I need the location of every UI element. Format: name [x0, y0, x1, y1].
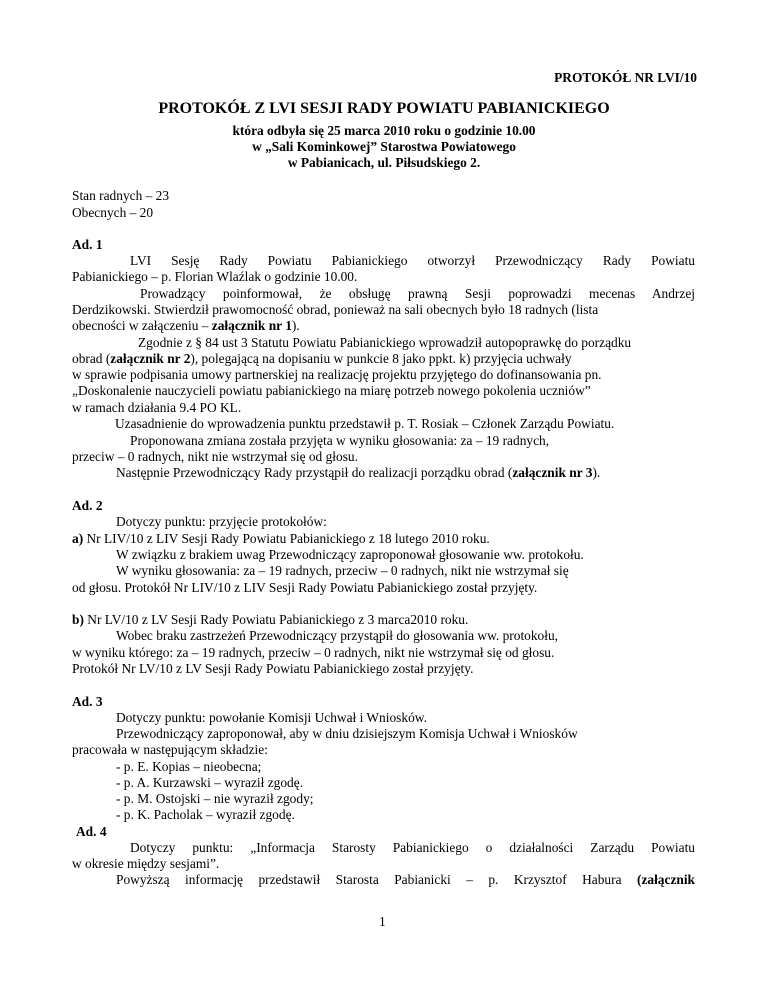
ad4-heading: Ad. 4: [76, 824, 107, 839]
ad2-text-part: Nr LV/10 z LV Sesji Rady Powiatu Pabianickiego z 3 marca2010 roku.: [83, 612, 469, 627]
ad1-text: LVI Sesję Rady Powiatu Pabianickiego otworzył Przewodniczący Rady Powiatu: [130, 253, 695, 268]
ad1-text: [72, 318, 300, 334]
ad3-text: Przewodniczący zaproponował, aby w dniu dzisiejszym Komisja Uchwał i Wniosków: [116, 726, 578, 741]
document-title: PROTOKÓŁ Z LVI SESJI RADY POWIATU PABIANICKIEGO: [158, 100, 610, 117]
ad1-text: Derdzikowski. Stwierdził prawomocność obrad, ponieważ na sali obecnych było 18 radnych (lista: [72, 302, 599, 317]
protocol-number: PROTOKÓŁ NR LVI/10: [554, 70, 697, 85]
ad3-text: Dotyczy punktu: powołanie Komisji Uchwał i Wniosków.: [116, 710, 427, 725]
subtitle-venue: w „Sali Kominkowej” Starostwa Powiatowego: [252, 139, 516, 154]
ad2-item-b: [72, 612, 468, 628]
ad2-text: W wyniku głosowania: za – 19 radnych, przeciw – 0 radnych, nikt nie wstrzymał się: [116, 563, 569, 578]
ad1-text: Proponowana zmiana została przyjęta w wyniku głosowania: za – 19 radnych,: [130, 433, 550, 448]
attachment-ref: załącznik nr 2: [110, 351, 191, 366]
page-number: 1: [379, 914, 386, 929]
ad1-text: Zgodnie z § 84 ust 3 Statutu Powiatu Pabianickiego wprowadził autopoprawkę do porządku: [138, 335, 632, 350]
member-list-item: - p. K. Pacholak – wyraził zgodę.: [116, 807, 295, 822]
member-list-item: - p. E. Kopias – nieobecna;: [116, 759, 262, 774]
ad1-text: Uzasadnienie do wprowadzenia punktu przedstawił p. T. Rosiak – Członek Zarządu Powiatu.: [115, 416, 615, 431]
ad2-text: Dotyczy punktu: przyjęcie protokołów:: [116, 514, 327, 529]
ad1-text-part: obecności w załączeniu –: [72, 318, 212, 333]
item-label: a): [72, 531, 84, 546]
ad1-text: Pabianickiego – p. Florian Wlaźlak o godzinie 10.00.: [72, 269, 358, 284]
ad2-text: w wyniku którego: za – 19 radnych, przeciw – 0 radnych, nikt nie wstrzymał się od głosu.: [72, 645, 555, 660]
stan-radnych: Stan radnych – 23: [72, 188, 170, 203]
ad3-text: pracowała w następującym składzie:: [72, 742, 268, 757]
attachment-ref: załącznik nr 1: [211, 318, 292, 333]
ad1-text: w sprawie podpisania umowy partnerskiej na realizację projektu przyjętego do dofinansowania pn.: [72, 367, 602, 382]
ad1-text-part: Następnie Przewodniczący Rady przystąpił do realizacji porządku obrad (: [116, 465, 513, 480]
ad1-text-part: ), polegającą na dopisaniu w punkcie 8 jako ppkt. k) przyjęcia uchwały: [190, 351, 572, 366]
subtitle-address: w Pabianicach, ul. Piłsudskiego 2.: [287, 155, 481, 170]
ad2-text-part: Nr LIV/10 z LIV Sesji Rady Powiatu Pabianickiego z 18 lutego 2010 roku.: [83, 531, 490, 546]
item-label: b): [72, 612, 84, 627]
ad2-heading: Ad. 2: [72, 498, 103, 513]
ad2-text: Wobec braku zastrzeżeń Przewodniczący przystąpił do głosowania ww. protokołu,: [116, 628, 559, 643]
ad3-heading: Ad. 3: [72, 694, 103, 709]
ad4-text: w okresie między sesjami”.: [72, 856, 220, 871]
subtitle-date: która odbyła się 25 marca 2010 roku o godzinie 10.00: [232, 123, 536, 138]
ad2-text: od głosu. Protokół Nr LIV/10 z LIV Sesji Rady Powiatu Pabianickiego został przyjęty.: [72, 580, 538, 595]
ad1-text-part: obrad (: [72, 351, 111, 366]
ad4-text: [116, 872, 695, 888]
ad1-text: przeciw – 0 radnych, nikt nie wstrzymał się od głosu.: [72, 449, 358, 464]
ad4-text: Dotyczy punktu: „Informacja Starosty Pabianickiego o działalności Zarządu Powiatu: [130, 840, 695, 855]
ad1-text: [72, 351, 572, 367]
ad1-heading: Ad. 1: [72, 237, 103, 252]
ad4-text-part: Powyższą informację przedstawił Starosta Pabianicki – p. Krzysztof Habura: [116, 872, 637, 887]
ad1-text: „Doskonalenie nauczycieli powiatu pabianickiego na miarę potrzeb nowego pokolenia uczniów”: [72, 383, 591, 398]
attachment-ref: (załącznik: [636, 872, 695, 887]
ad1-text: [116, 465, 600, 481]
member-list-item: - p. A. Kurzawski – wyraził zgodę.: [116, 775, 304, 790]
member-list-item: - p. M. Ostojski – nie wyraził zgody;: [116, 791, 314, 806]
attachment-ref: załącznik nr 3: [512, 465, 593, 480]
ad2-text: Protokół Nr LV/10 z LV Sesji Rady Powiatu Pabianickiego został przyjęty.: [72, 661, 474, 676]
ad1-text: w ramach działania 9.4 PO KL.: [72, 400, 242, 415]
ad1-text-part: ).: [291, 318, 300, 333]
ad2-item-a: [72, 531, 490, 547]
ad1-text: Prowadzący poinformował, że obsługę prawną Sesji poprowadzi mecenas Andrzej: [140, 286, 695, 301]
obecnych: Obecnych – 20: [72, 205, 154, 220]
ad1-text-part: ).: [592, 465, 601, 480]
ad2-text: W związku z brakiem uwag Przewodniczący zaproponował głosowanie ww. protokołu.: [116, 547, 584, 562]
